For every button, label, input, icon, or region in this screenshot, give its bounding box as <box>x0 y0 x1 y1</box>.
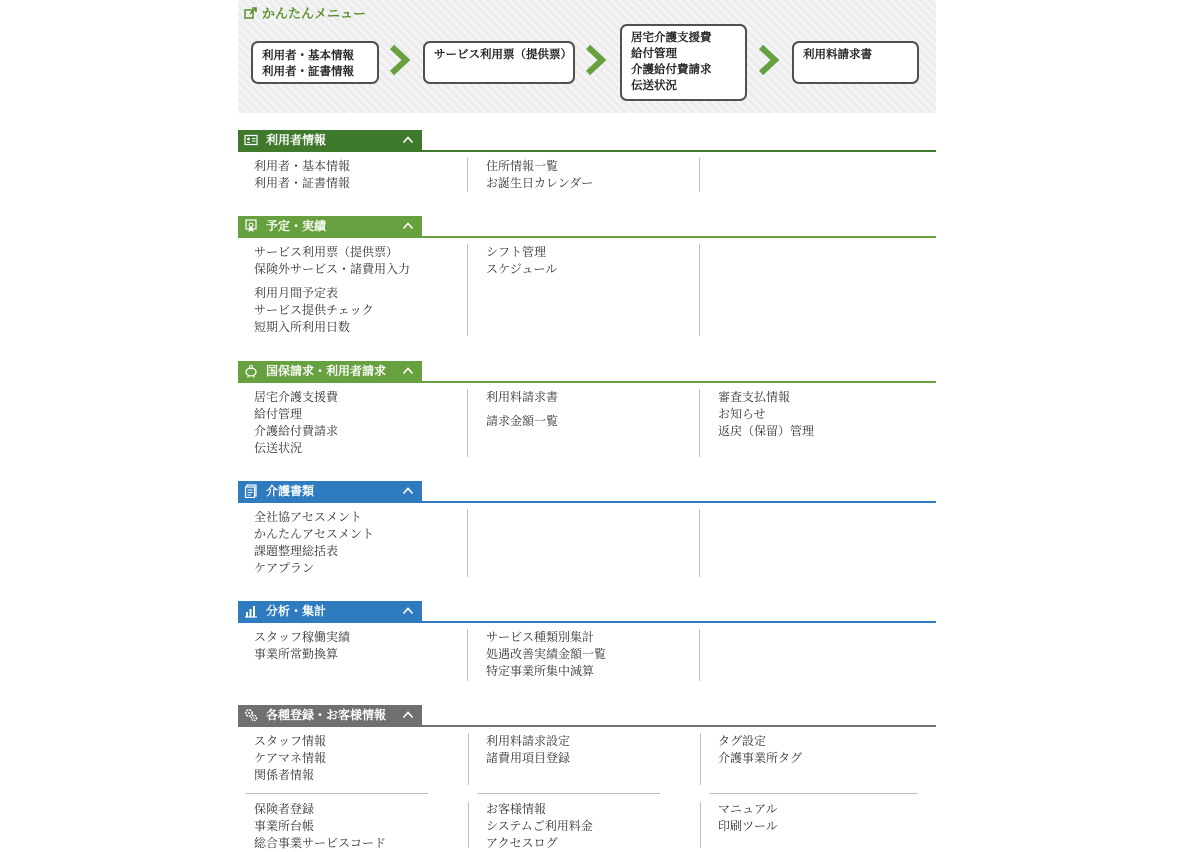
id-card-icon <box>244 133 258 147</box>
column <box>470 158 700 192</box>
column-separator <box>700 733 701 785</box>
menu-link[interactable]: スタッフ稼働実績 <box>254 630 351 644</box>
link-group <box>470 733 700 767</box>
quick-step-label: 利用料請求書 <box>803 47 872 61</box>
section-tab-schedule[interactable] <box>238 216 422 236</box>
section-header <box>238 481 936 503</box>
menu-link[interactable]: 短期入所利用日数 <box>254 320 351 334</box>
certificate-icon <box>244 219 258 233</box>
chevron-right-icon <box>758 44 780 76</box>
section-analysis <box>238 601 936 685</box>
link-group <box>470 244 699 278</box>
menu-link[interactable]: 全社協アセスメント <box>254 510 362 524</box>
column <box>470 244 700 336</box>
menu-link[interactable]: サービス利用票（提供票） <box>254 245 399 259</box>
bar-chart-icon <box>244 604 258 618</box>
menu-link[interactable]: ケアプラン <box>254 561 315 575</box>
column <box>238 244 468 336</box>
section-header <box>238 705 936 727</box>
menu-link[interactable]: かんたんアセスメント <box>254 527 374 541</box>
section-tab-analysis[interactable] <box>238 601 422 621</box>
menu-link[interactable]: 特定事業所集中減算 <box>486 664 595 678</box>
quick-step-service-ticket[interactable] <box>423 41 575 84</box>
column <box>470 629 700 681</box>
quick-step-label: サービス利用票（提供票） <box>434 47 572 61</box>
link-group <box>238 629 467 663</box>
column <box>470 389 700 457</box>
column <box>238 733 468 848</box>
link-group <box>238 389 467 457</box>
menu-link[interactable]: 居宅介護支援費 <box>254 390 339 404</box>
section-header <box>238 361 936 383</box>
menu-link[interactable]: 介護事業所タグ <box>718 751 803 765</box>
menu-link[interactable]: 伝送状況 <box>254 441 303 455</box>
menu-link[interactable]: 介護給付費請求 <box>254 424 339 438</box>
menu-link[interactable]: スケジュール <box>486 262 558 276</box>
section-title: 国保請求・利用者請求 <box>266 364 387 378</box>
column <box>238 629 468 681</box>
menu-link[interactable]: 総合事業サービスコード <box>254 836 387 850</box>
menu-link[interactable]: ケアマネ情報 <box>254 751 327 765</box>
menu-link[interactable]: お知らせ <box>718 407 766 421</box>
section-title: 介護書類 <box>266 484 315 498</box>
section-care-docs <box>238 481 936 581</box>
section-header <box>238 130 936 152</box>
section-header <box>238 216 936 238</box>
column <box>470 733 700 848</box>
menu-link[interactable]: スタッフ情報 <box>254 734 327 748</box>
column <box>238 158 468 192</box>
document-icon <box>244 484 258 498</box>
section-tab-billing[interactable] <box>238 361 422 381</box>
section-registration <box>238 705 936 848</box>
menu-link[interactable]: 利用者・基本情報 <box>254 159 351 173</box>
menu-link[interactable]: お客様情報 <box>486 802 547 816</box>
quick-menu-title <box>244 3 366 22</box>
link-group <box>238 158 467 192</box>
quick-step-label: 利用者・証書情報 <box>262 64 354 78</box>
section-tab-user-info[interactable] <box>238 130 422 150</box>
menu-link[interactable]: 事業所常勤換算 <box>254 647 339 661</box>
menu-link[interactable]: 請求金額一覧 <box>486 414 559 428</box>
menu-link[interactable]: 課題整理総括表 <box>254 544 339 558</box>
menu-link[interactable]: サービス種類別集計 <box>486 630 595 644</box>
column <box>238 509 468 577</box>
link-group <box>470 413 699 430</box>
chevron-up-icon[interactable] <box>402 365 414 377</box>
section-title: 分析・集計 <box>266 604 327 618</box>
link-group <box>238 801 468 852</box>
link-group <box>702 389 932 440</box>
chevron-right-icon <box>389 44 411 76</box>
menu-link[interactable]: 関係者情報 <box>254 768 315 782</box>
menu-link[interactable]: 保険外サービス・諸費用入力 <box>254 262 411 276</box>
section-title: 利用者情報 <box>266 133 327 147</box>
menu-link[interactable]: 給付管理 <box>254 407 303 421</box>
chevron-up-icon[interactable] <box>402 485 414 497</box>
column <box>702 733 932 848</box>
column-separator <box>700 802 701 848</box>
section-tab-registration[interactable] <box>238 705 422 725</box>
quick-menu-title-text: かんたんメニュー <box>262 7 367 22</box>
menu-link[interactable]: マニュアル <box>718 802 778 816</box>
menu-link[interactable]: サービス提供チェック <box>254 303 374 317</box>
section-tab-care-docs[interactable] <box>238 481 422 501</box>
link-group <box>238 509 467 577</box>
menu-link[interactable]: 利用月間予定表 <box>254 286 339 300</box>
section-title: 予定・実績 <box>266 219 327 233</box>
menu-link[interactable]: 印刷ツール <box>718 819 778 833</box>
menu-link[interactable]: 利用料請求設定 <box>486 734 571 748</box>
menu-link[interactable]: お誕生日カレンダー <box>486 176 594 190</box>
menu-link[interactable]: 審査支払情報 <box>718 390 791 404</box>
link-group <box>238 285 467 336</box>
column-separator <box>468 733 469 785</box>
link-group <box>470 389 699 406</box>
column <box>470 509 700 577</box>
menu-link[interactable]: シフト管理 <box>486 245 547 259</box>
menu-link[interactable]: 返戻（保留）管理 <box>718 424 815 438</box>
menu-link[interactable]: 住所情報一覧 <box>486 159 559 173</box>
chevron-up-icon[interactable] <box>402 709 414 721</box>
export-arrow-icon <box>244 6 258 20</box>
group-divider <box>710 793 918 794</box>
gears-icon <box>244 708 258 722</box>
section-header <box>238 601 936 623</box>
menu-link[interactable]: アクセスログ <box>486 836 558 850</box>
group-divider <box>246 793 428 794</box>
quick-step-label: 伝送状況 <box>631 78 677 92</box>
column-separator <box>468 802 469 848</box>
quick-menu <box>238 0 936 113</box>
chevron-up-icon[interactable] <box>402 220 414 232</box>
menu-link[interactable]: 利用料請求書 <box>486 390 559 404</box>
quick-step-label: 介護給付費請求 <box>631 62 712 76</box>
quick-step-billing[interactable] <box>620 24 747 101</box>
chevron-right-icon <box>585 44 607 76</box>
menu-link[interactable]: 保険者登録 <box>254 802 315 816</box>
column <box>702 389 932 457</box>
quick-step-label: 利用者・基本情報 <box>262 48 354 62</box>
menu-link[interactable]: 利用者・証書情報 <box>254 176 351 190</box>
link-group <box>470 629 699 680</box>
link-group <box>238 733 468 784</box>
menu-link[interactable]: タグ設定 <box>718 734 767 748</box>
chevron-up-icon[interactable] <box>402 134 414 146</box>
link-group <box>470 801 700 852</box>
piggy-bank-icon <box>244 364 258 378</box>
group-divider <box>478 793 660 794</box>
link-group <box>702 801 932 835</box>
quick-step-invoice[interactable] <box>792 41 919 84</box>
link-group <box>702 733 932 767</box>
link-group <box>470 158 699 192</box>
section-billing <box>238 361 936 461</box>
chevron-up-icon[interactable] <box>402 605 414 617</box>
column <box>238 389 468 457</box>
section-user-info <box>238 130 936 196</box>
menu-link[interactable]: システムご利用料金 <box>486 819 593 833</box>
quick-step-label: 給付管理 <box>631 46 677 60</box>
section-schedule <box>238 216 936 340</box>
quick-step-user-info[interactable] <box>251 41 379 84</box>
menu-link[interactable]: 処遇改善実績金額一覧 <box>486 647 607 661</box>
menu-link[interactable]: 事業所台帳 <box>254 819 315 833</box>
section-title: 各種登録・お客様情報 <box>266 708 387 722</box>
quick-step-label: 居宅介護支援費 <box>631 30 712 44</box>
menu-link[interactable]: 諸費用項目登録 <box>486 751 571 765</box>
link-group <box>238 244 467 278</box>
